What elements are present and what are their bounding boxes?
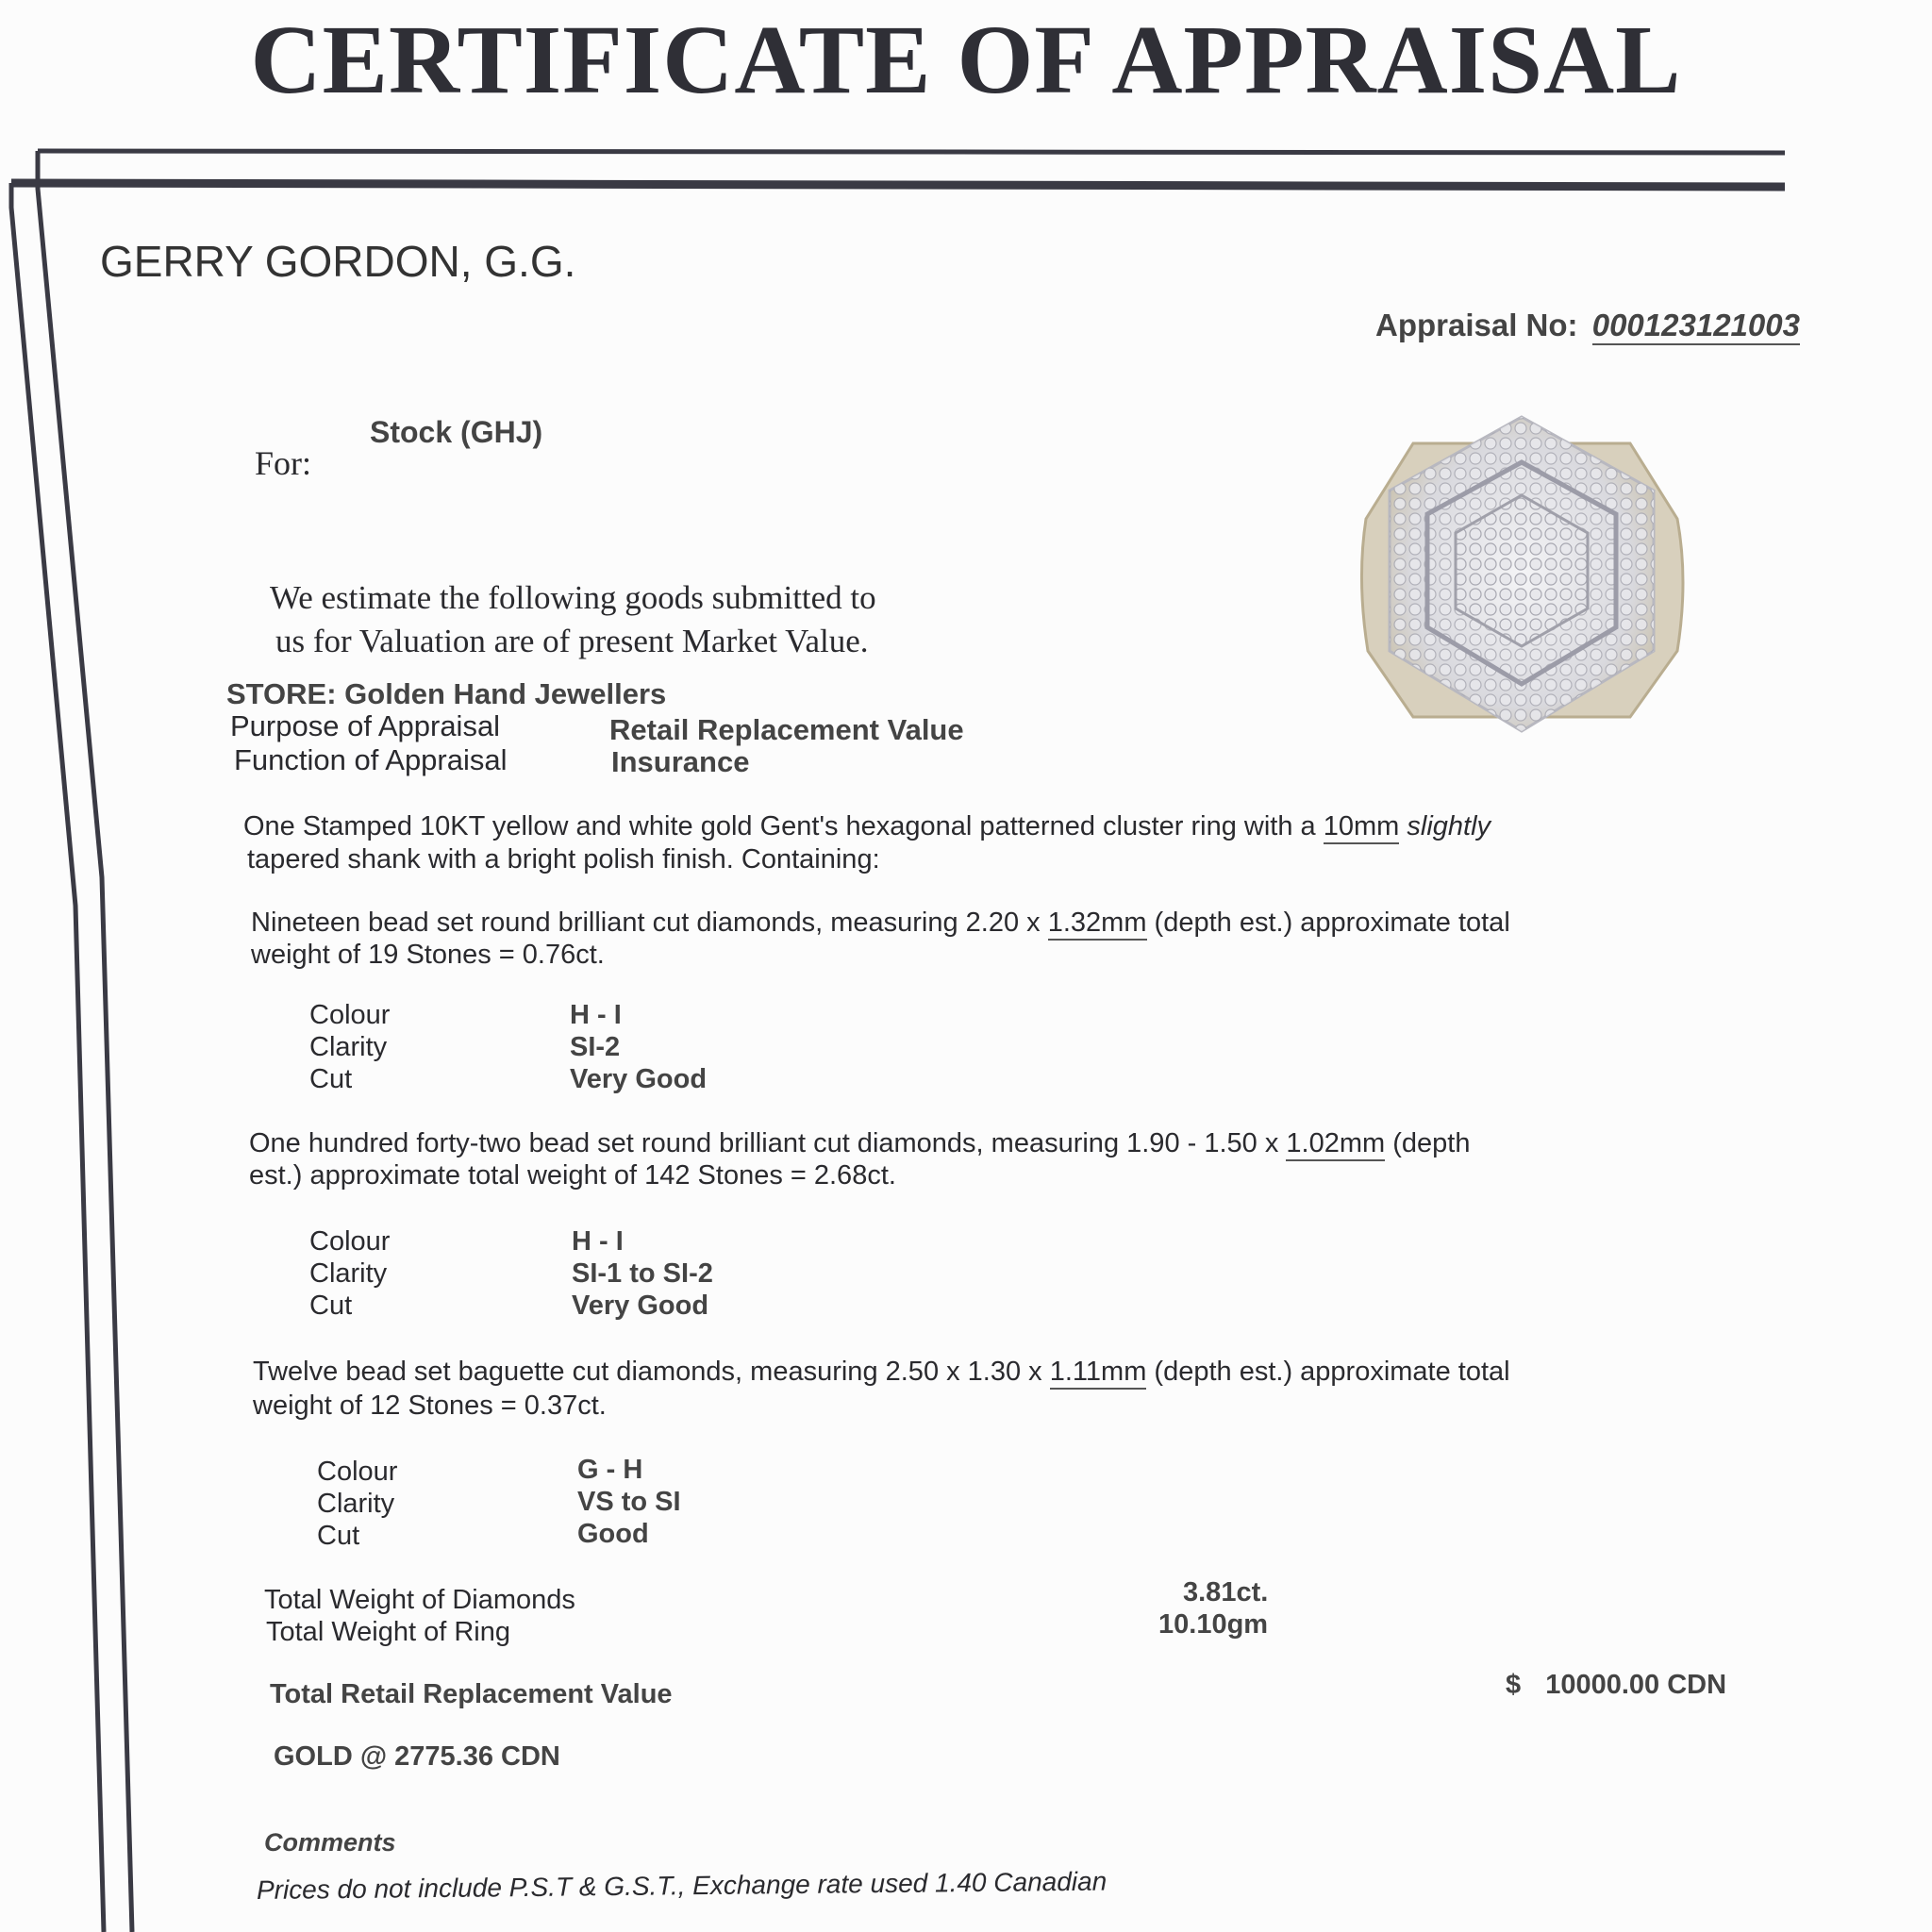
group-1-clarity-label: Clarity	[309, 1032, 388, 1062]
total-ring-value: 10.10gm	[1158, 1609, 1269, 1640]
for-label: For:	[255, 444, 312, 482]
total-diamonds-value: 3.81ct.	[1183, 1577, 1269, 1607]
appraisal-number	[1375, 308, 1800, 343]
total-value-amount	[1506, 1670, 1726, 1701]
group-3-cut-label: Cut	[317, 1521, 360, 1551]
appraisal-number-value: 000123121003	[1592, 308, 1800, 345]
group-1-text: Nineteen bead set round brilliant cut diamonds, measuring 2.20 x	[251, 908, 1048, 938]
group-3-text: Twelve bead set baguette cut diamonds, measuring 2.50 x 1.30 x	[253, 1357, 1050, 1387]
appraisal-number-label: Appraisal No:	[1375, 308, 1578, 342]
description-line-2: tapered shank with a bright polish finish. Containing:	[247, 844, 880, 874]
group-2-cut-label: Cut	[309, 1291, 353, 1321]
gold-price: GOLD @ 2775.36 CDN	[274, 1741, 560, 1772]
group-3-depth: 1.11mm	[1050, 1357, 1147, 1390]
group-2-text: One hundred forty-two bead set round brilliant cut diamonds, measuring 1.90 - 1.50 x	[249, 1128, 1287, 1158]
total-ring-label: Total Weight of Ring	[266, 1617, 510, 1647]
currency-symbol: $	[1506, 1670, 1522, 1700]
group-2-line-2: est.) approximate total weight of 142 Stones = 2.68ct.	[249, 1160, 896, 1191]
appraiser-name: GERRY GORDON, G.G.	[100, 237, 576, 286]
group-2-cut-value: Very Good	[572, 1291, 709, 1321]
store-name: STORE: Golden Hand Jewellers	[226, 677, 667, 710]
group-2-text-end: (depth	[1385, 1128, 1471, 1158]
group-2-clarity-value: SI-1 to SI-2	[572, 1258, 713, 1289]
comments-label: Comments	[264, 1828, 396, 1857]
group-1-line-2: weight of 19 Stones = 0.76ct.	[251, 940, 605, 970]
purpose-label: Purpose of Appraisal	[230, 709, 501, 742]
group-1-line-1	[251, 908, 1510, 939]
intro-line-2: us for Valuation are of present Market Value.	[275, 623, 869, 659]
top-rule-thin	[38, 151, 1785, 153]
group-2-line-1	[249, 1128, 1470, 1159]
group-3-line-1	[253, 1357, 1510, 1388]
group-3-cut-value: Good	[577, 1519, 649, 1549]
total-value-label: Total Retail Replacement Value	[270, 1679, 673, 1709]
comments-text: Prices do not include P.S.T & G.S.T., Exchange rate used 1.40 Canadian	[256, 1866, 1108, 1905]
group-2-colour-label: Colour	[309, 1226, 391, 1257]
purpose-value: Retail Replacement Value	[609, 713, 964, 746]
left-border-inner	[38, 151, 132, 1932]
group-1-cut-value: Very Good	[570, 1064, 708, 1094]
group-1-cut-label: Cut	[309, 1064, 353, 1094]
certificate-title: CERTIFICATE OF APPRAISAL	[250, 6, 1682, 114]
group-3-clarity-label: Clarity	[317, 1489, 395, 1519]
group-2-clarity-label: Clarity	[309, 1258, 388, 1289]
group-3-colour-label: Colour	[317, 1457, 398, 1487]
group-1-text-end: (depth est.) approximate total	[1146, 908, 1510, 938]
top-rule-thick	[11, 183, 1785, 187]
function-value: Insurance	[611, 745, 750, 778]
for-value: Stock (GHJ)	[370, 415, 543, 449]
group-3-colour-value: G - H	[577, 1455, 643, 1485]
description-line-1	[243, 811, 1491, 842]
left-border-outer	[11, 183, 104, 1932]
description-text-end: slightly	[1399, 811, 1491, 841]
group-1-clarity-value: SI-2	[570, 1032, 621, 1062]
group-1-colour-value: H - I	[570, 1000, 622, 1030]
group-3-line-2: weight of 12 Stones = 0.37ct.	[253, 1391, 607, 1421]
value-amount: 10000.00 CDN	[1545, 1670, 1727, 1700]
group-3-clarity-value: VS to SI	[577, 1487, 681, 1517]
group-1-colour-label: Colour	[309, 1000, 391, 1030]
group-1-depth: 1.32mm	[1048, 908, 1147, 941]
total-diamonds-label: Total Weight of Diamonds	[264, 1585, 575, 1615]
intro-line-1: We estimate the following goods submitted to	[270, 579, 876, 616]
description-text: One Stamped 10KT yellow and white gold Gent's hexagonal patterned cluster ring with a	[243, 811, 1324, 841]
ring-photo	[1347, 406, 1696, 755]
shank-width: 10mm	[1324, 811, 1400, 844]
function-label: Function of Appraisal	[234, 743, 508, 776]
group-2-depth: 1.02mm	[1286, 1128, 1385, 1161]
group-3-text-end: (depth est.) approximate total	[1146, 1357, 1510, 1387]
group-2-colour-value: H - I	[572, 1226, 624, 1257]
